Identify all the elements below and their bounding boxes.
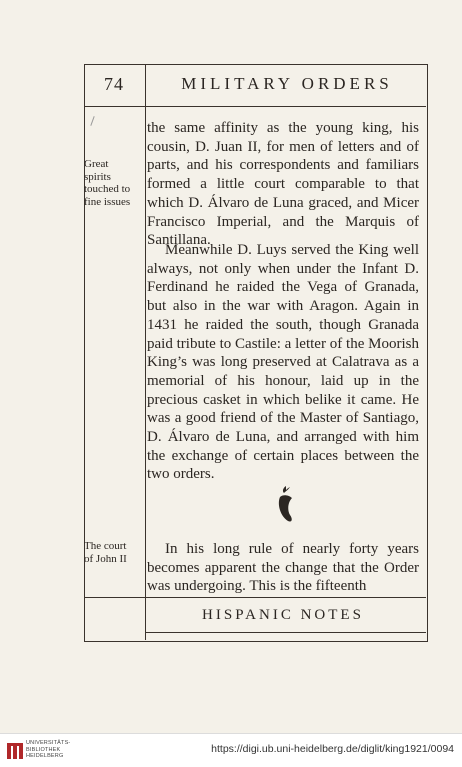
margin-note-line: Great — [84, 158, 109, 170]
margin-note-line: The court — [84, 540, 127, 552]
paragraph-2: Meanwhile D. Luys served the King well always, not only when under the Infant D. Ferdinand he raided the Vega of Granada, but also in the war with Aragon. Again in 1431 he raided the south, though Granada paid tribute to Castile: a letter of the Moorish King’s was long preserved at Calatrava as a memorial of his honour, laid up in the precious casket in which belike it came. He was a good friend of the Master of Santiago, D. Álvaro de Luna, and arranged with him the exchange of certain places between the two orders. — [147, 242, 419, 483]
paragraph-1: the same affinity as the young king, his cousin, D. Juan II, for men of letters and of parts, and his correspondents and familiars formed a little court comparable to that which D. Álvaro de Luna graced, and Micer Francisco Imperial, and the Marquis of Santillana. — [147, 120, 419, 249]
library-name-line: HEIDELBERG — [26, 753, 64, 759]
margin-note-line: of John II — [84, 552, 127, 565]
library-name-line: UNIVERSITÄTS- — [26, 740, 71, 746]
margin-note-line: touched to — [84, 183, 131, 195]
footer-rule-upper — [84, 597, 426, 598]
footer-title: HISPANIC NOTES — [202, 607, 364, 623]
university-library-logo-icon — [6, 741, 24, 761]
pomegranate-ornament-icon — [274, 484, 298, 524]
margin-note-court-john — [84, 540, 142, 565]
page-number: 74 — [104, 74, 124, 94]
margin-note-line: fine issues — [84, 195, 131, 208]
page-header — [84, 64, 426, 107]
margin-note-great-spirits — [84, 158, 142, 208]
footer-rule-lower — [145, 632, 426, 633]
margin-note-line: spirits — [84, 170, 111, 183]
library-name-line: BIBLIOTHEK — [26, 746, 61, 753]
margin-column-divider — [145, 64, 146, 640]
running-head: MILITARY ORDERS — [181, 74, 393, 93]
library-bar — [0, 733, 462, 767]
library-name — [26, 740, 86, 760]
paragraph-3: In his long rule of nearly forty years becomes apparent the change that the Order was undergoing. This is the fifteenth — [147, 541, 419, 595]
source-url-link[interactable]: https://digi.ub.uni-heidelberg.de/diglit/king1921/0094 — [211, 743, 454, 755]
